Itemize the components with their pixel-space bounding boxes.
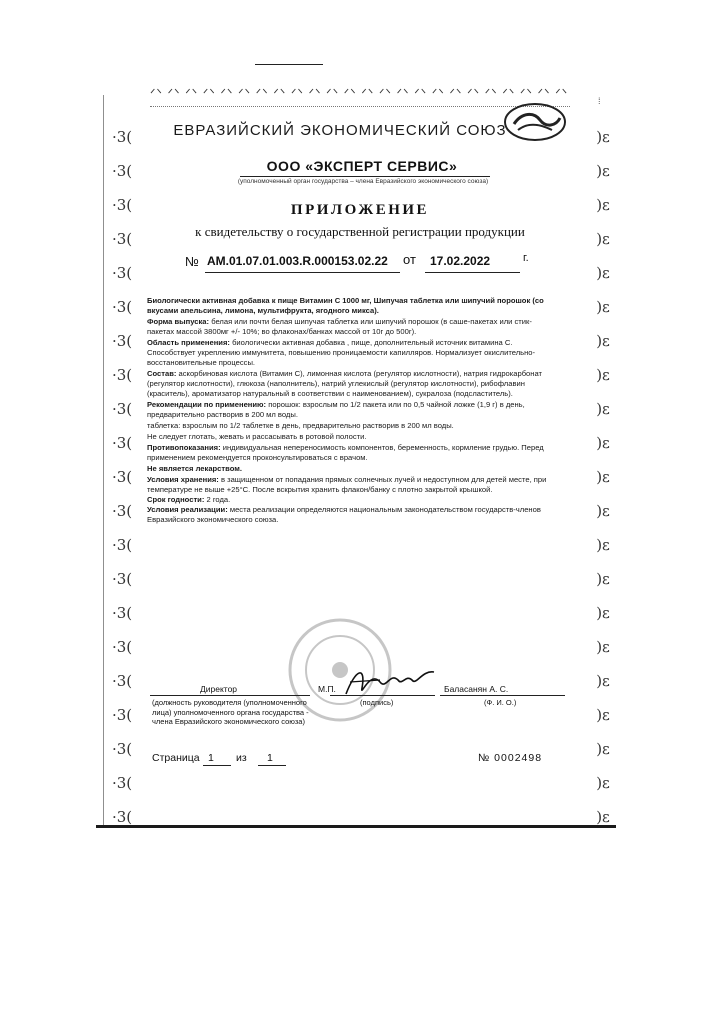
contra-paragraph: Противопоказания: индивидуальная непереносимость компонентов, беременность, кормление грудью. Перед применением рекомендуется проконсультироваться с врачом. bbox=[147, 443, 544, 462]
product-name: Биологически активная добавка к пище Витамин С 1000 мг, Шипучая таблетка или шипучий порошок (со вкусами апельсина, лимона, мультифрукта, ягодного микса). bbox=[147, 296, 544, 315]
page-total-underline bbox=[258, 765, 286, 766]
page-current-underline bbox=[203, 765, 231, 766]
no-swallow-paragraph: Не следует глотать, жевать и рассасывать в ротовой полости. bbox=[147, 432, 367, 441]
page-current: 1 bbox=[208, 752, 214, 764]
union-header: ЕВРАЗИЙСКИЙ ЭКОНОМИЧЕСКИЙ СОЮЗ bbox=[173, 122, 507, 139]
shelf-paragraph: Срок годности: 2 года. bbox=[147, 495, 231, 504]
usage-paragraph: Рекомендации по применению: порошок: взрослым по 1/2 пакета или по 0,5 чайной ложке (1,9 г) в день, предварительно растворив в 200 мл воды. bbox=[147, 400, 525, 419]
signature-caption: (подпись) bbox=[360, 698, 394, 707]
ornament-border-top: ᐟᐠ ᐟᐠ ᐟᐠ ᐟᐠ ᐟᐠ ᐟᐠ ᐟᐠ ᐟᐠ ᐟᐠ ᐟᐠ ᐟᐠ ᐟᐠ ᐟᐠ ᐟᐠ ᐟᐠ ᐟᐠ ᐟᐠ ᐟᐠ ᐟᐠ ᐟᐠ ᐟᐠ ᐟᐠ ᐟᐠ ᐟᐠ bbox=[150, 86, 569, 101]
signatory-name: Баласанян А. С. bbox=[444, 684, 509, 694]
page-word: Страница bbox=[152, 752, 200, 764]
product-description bbox=[147, 296, 557, 525]
number-sign: № bbox=[185, 254, 199, 269]
form-number: № 0002498 bbox=[478, 752, 543, 764]
storage-paragraph: Условия хранения: в защищенном от попадания прямых солнечных лучей и недоступном для детей месте, при температуре не выше +25°С. После вскрытия хранить флакон/банку с плотно закрытой крышкой. bbox=[147, 475, 547, 494]
reg-date-underline bbox=[425, 272, 520, 273]
eaeu-emblem-icon bbox=[500, 100, 570, 144]
name-caption: (Ф. И. О.) bbox=[484, 698, 517, 707]
ornament-border-left: ·3( ·3( ·3( ·3( ·3( ·3( ·3( ·3( ·3( ·3( ·3( ·3( ·3( ·3( ·3( ·3( ·3( ·3( ·3( ·3( ·3( bbox=[112, 128, 133, 826]
reg-number-underline bbox=[205, 272, 400, 273]
frame-line-left bbox=[103, 95, 104, 825]
frame-line-bottom bbox=[96, 825, 616, 828]
registration-date: 17.02.2022 bbox=[430, 254, 491, 268]
signatory-position: Директор bbox=[200, 684, 238, 694]
organization-name: ООО «ЭКСПЕРТ СЕРВИС» bbox=[266, 158, 458, 174]
registration-number: AM.01.07.01.003.R.000153.02.22 bbox=[207, 254, 388, 268]
sale-paragraph: Условия реализации: места реализации определяются национальным законодательством государств-членов Евразийского экономического союза. bbox=[147, 505, 541, 524]
of-word: из bbox=[236, 752, 247, 764]
organization-note: (уполномоченный орган государства – члена Евразийского экономического союза) bbox=[237, 178, 489, 185]
tablets-paragraph: таблетка: взрослым по 1/2 таблетке в день, предварительно растворив в 200 мл воды. bbox=[147, 421, 454, 430]
document-title: ПРИЛОЖЕНИЕ bbox=[290, 202, 430, 218]
area-paragraph: Область применения: биологически активная добавка , пище, дополнительный источник витамина С. Способствует укреплению иммунитета, повышению проницаемости капилляров. Нормализует окислительно-восстановительные процессы. bbox=[147, 338, 536, 367]
from-word: от bbox=[403, 252, 416, 267]
ornament-border-right: )ε )ε )ε )ε )ε )ε )ε )ε )ε )ε )ε )ε )ε )ε )ε )ε )ε )ε )ε )ε )ε bbox=[596, 128, 610, 826]
signature-underline bbox=[330, 695, 435, 696]
form-paragraph: Форма выпуска: белая или почти белая шипучая таблетка или шипучий порошок (в саше-пакетах или стик-пакетах массой 3800мг +/- 10%; во флаконах/банках массой от 10г до 500г). bbox=[147, 317, 532, 336]
position-caption: (должность руководителя (уполномоченного лица) уполномоченного органа государства - члена Евразийского экономического союза) bbox=[152, 698, 309, 726]
document-subtitle: к свидетельству о государственной регистрации продукции bbox=[195, 224, 525, 239]
scan-edge-line bbox=[255, 64, 323, 65]
year-suffix: г. bbox=[523, 252, 529, 264]
position-underline bbox=[150, 695, 310, 696]
page-total: 1 bbox=[267, 752, 273, 764]
edge-mark: ⁞ bbox=[598, 96, 601, 106]
not-medicine: Не является лекарством. bbox=[147, 464, 242, 473]
mp-mark: М.П. bbox=[318, 684, 336, 694]
name-underline bbox=[440, 695, 565, 696]
organization-underline bbox=[240, 176, 490, 177]
composition-paragraph: Состав: аскорбиновая кислота (Витамин С), лимонная кислота (регулятор кислотности), натрия гидрокарбонат (регулятор кислотности), глюкоза (наполнитель), натрий углекислый (регулятор кислотности), рибофлавин (краситель), ароматизатор натуральный в соответствии с наименованием), сукралоза (подсластитель). bbox=[147, 369, 543, 398]
